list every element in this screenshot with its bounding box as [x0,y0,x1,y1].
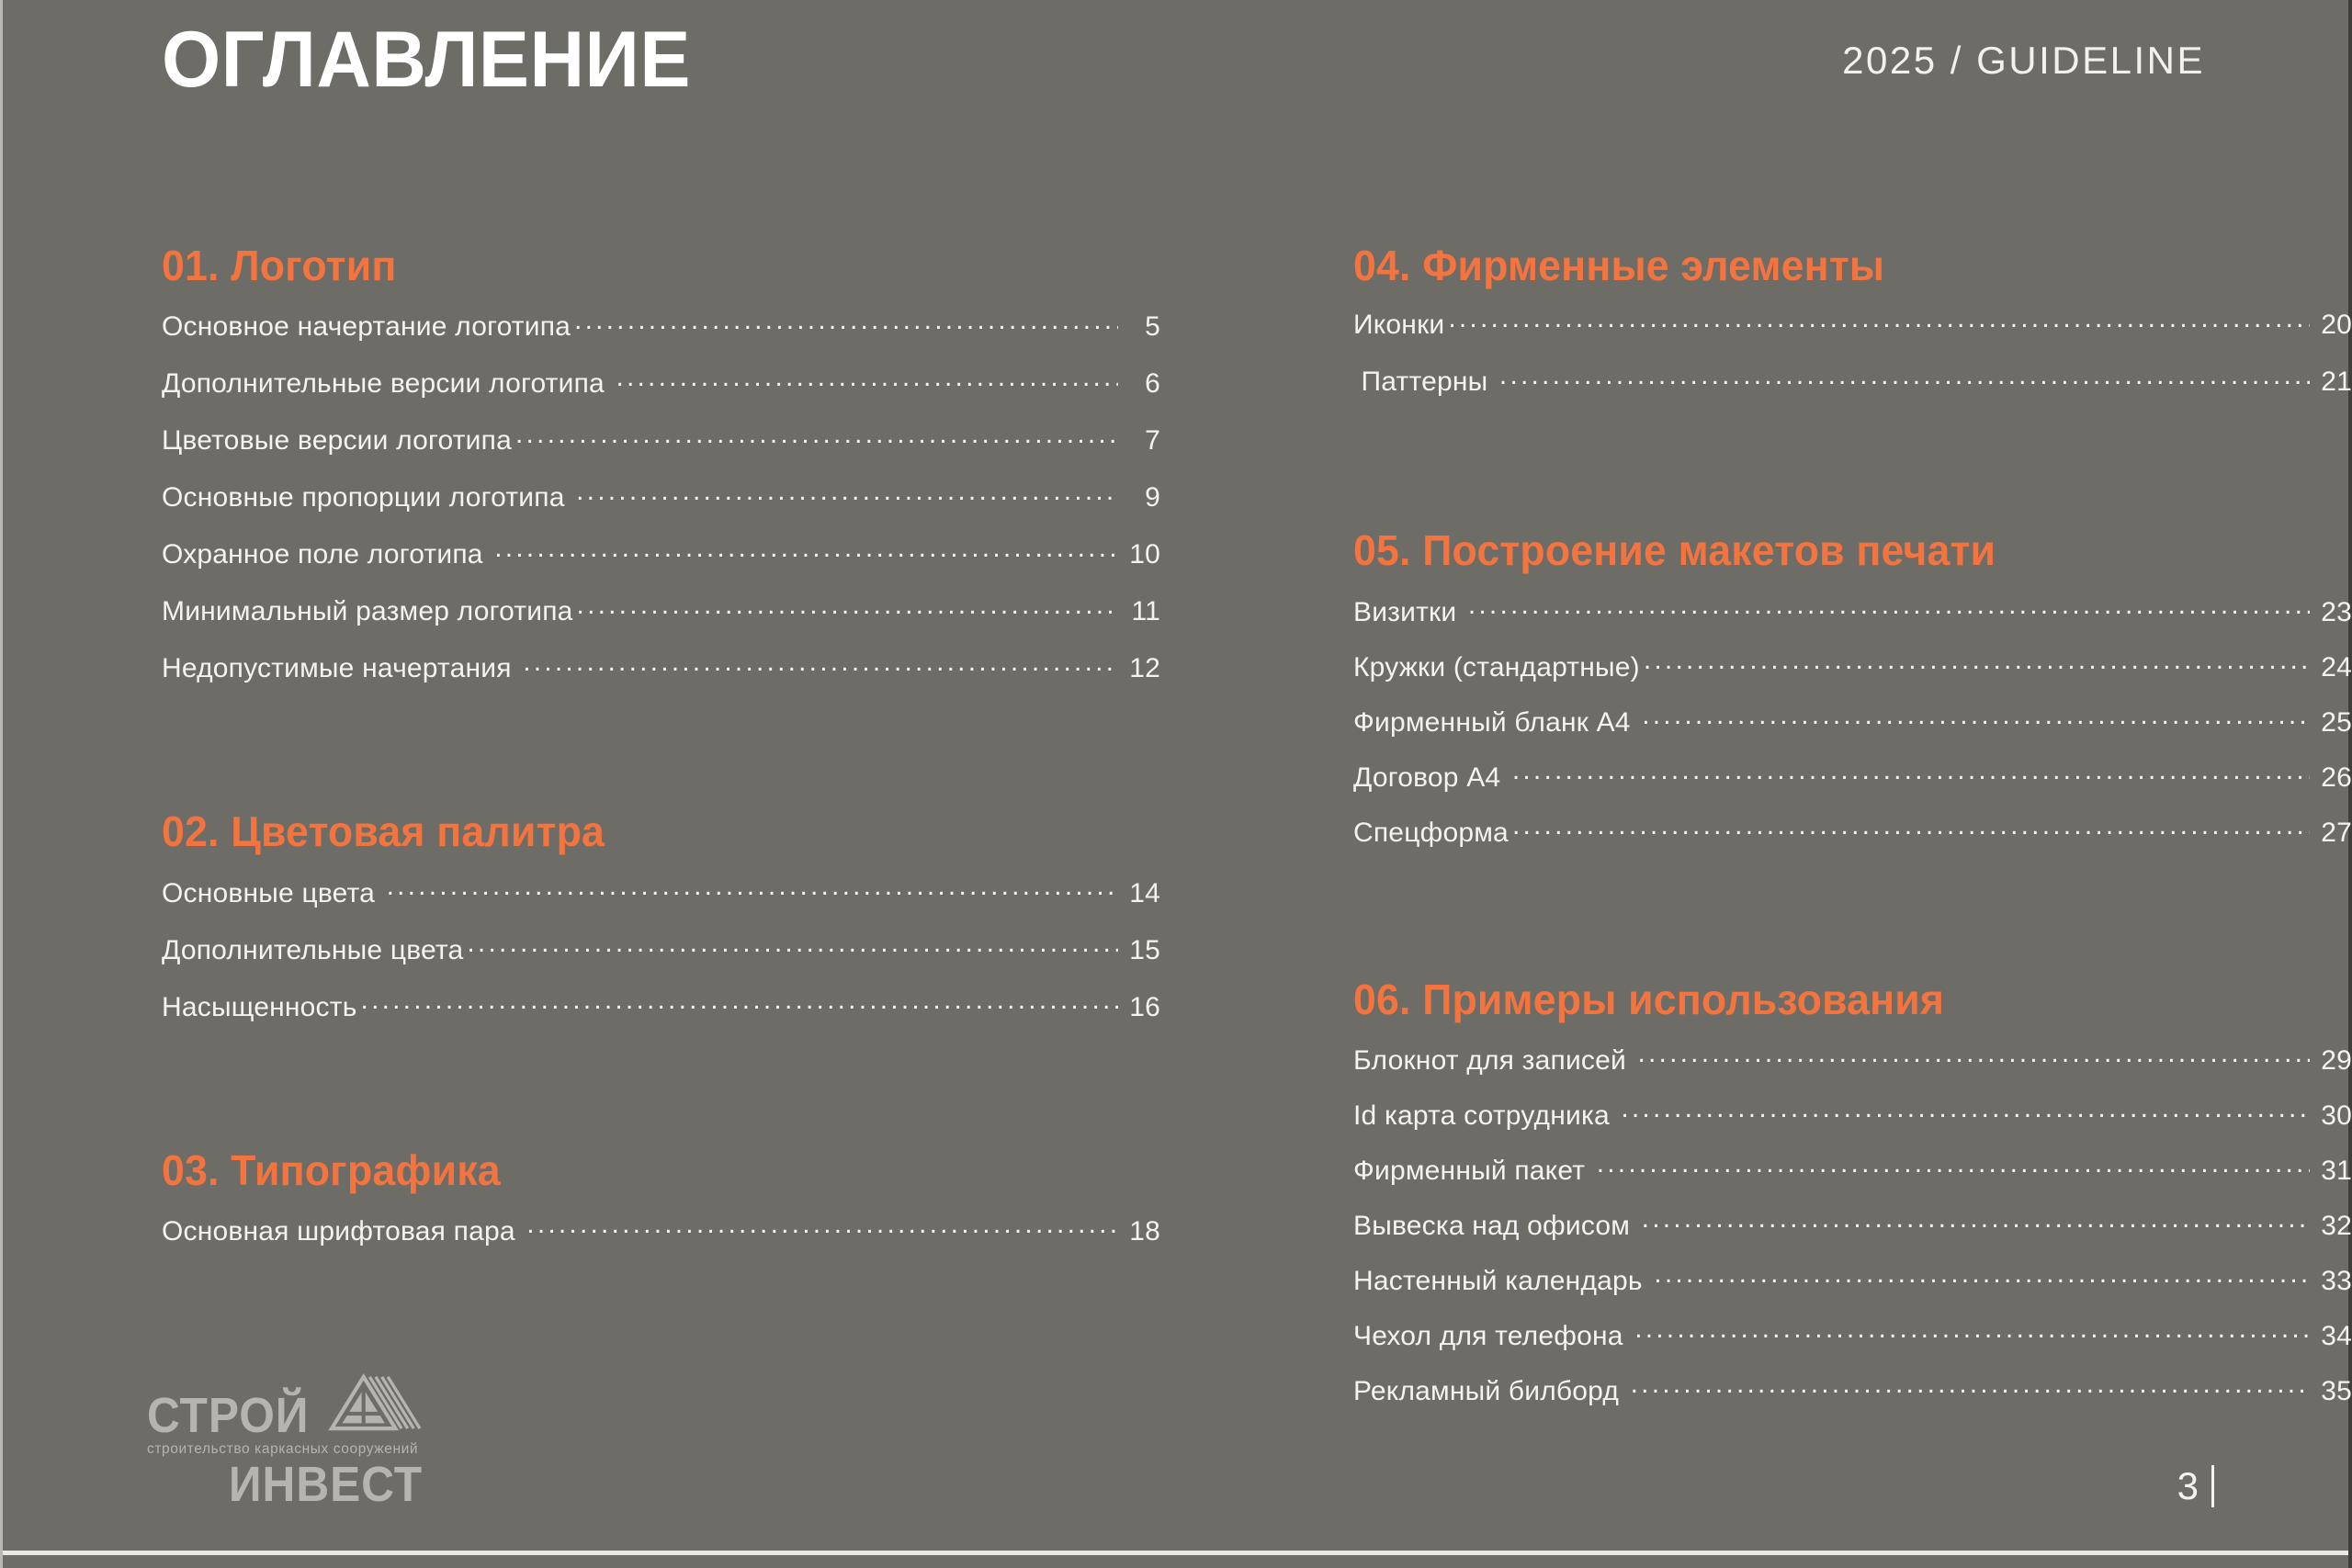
dot-leader [467,931,1118,959]
dot-leader [1512,814,2310,841]
dot-leader [361,988,1118,1016]
logo-word-invest: ИНВЕСТ [228,1457,423,1512]
toc-entry-page: 18 [1129,1215,1160,1247]
toc-entry[interactable] [162,1213,1160,1268]
toc-entry-page: 34 [2321,1320,2352,1351]
toc-entry-page: 15 [1129,934,1160,965]
toc-entry-label: Рекламный билборд [1353,1375,1627,1406]
toc-column-right [1353,243,2352,1427]
dot-leader [616,365,1118,392]
toc-entry[interactable] [162,479,1160,536]
toc-entry-label: Кружки (стандартные) [1353,651,1640,682]
toc-entry-page: 32 [2321,1210,2352,1241]
toc-section-heading[interactable]: 05. Построение макетов печати [1353,526,1996,575]
dot-leader [1637,1042,2310,1069]
dot-leader [1634,1317,2310,1345]
dot-leader [1512,759,2310,786]
footer-rule [3,1551,2348,1555]
toc-section-01 [162,243,1160,706]
toc-entry-page: 7 [1145,425,1160,457]
toc-entry[interactable] [162,931,1160,988]
dot-leader [1468,593,2310,621]
toc-entry-list [1353,1042,2352,1427]
toc-entry[interactable] [1353,1372,2352,1427]
dot-leader [577,592,1118,620]
page-header [0,0,2352,138]
toc-entry[interactable] [162,988,1160,1045]
dot-leader [1631,1372,2310,1400]
toc-section-04 [1353,243,2352,420]
toc-entry[interactable] [1353,1042,2352,1097]
toc-entry-label: Основное начертание логотипа [162,311,571,343]
toc-entry-label: Дополнительные цвета [162,934,464,965]
toc-entry-page: 23 [2321,596,2352,627]
toc-entry[interactable] [162,365,1160,422]
toc-entry-label: Дополнительные версии логотипа [162,368,613,400]
toc-section-heading[interactable]: 03. Типографика [162,1145,501,1194]
toc-entry-label: Вывеска над офисом [1353,1210,1638,1241]
page-number [2177,1465,2214,1507]
toc-entry[interactable] [162,422,1160,479]
toc-entry[interactable] [162,536,1160,592]
toc-entry-page: 9 [1145,482,1160,513]
toc-section-heading[interactable]: 01. Логотип [162,242,397,289]
toc-entry-label: Охранное поле логотипа [162,539,492,570]
toc-column-left [162,243,1160,1427]
dot-leader [1642,1207,2310,1235]
toc-entry-label: Договор А4 [1353,761,1509,793]
toc-entry-label: Фирменный бланк А4 [1353,706,1639,738]
toc-entry-label: Основная шрифтовая пара [162,1215,524,1247]
toc-entry[interactable] [162,308,1160,365]
toc-entry-page: 14 [1129,877,1160,908]
toc-entry-label: Основные цвета [162,877,383,908]
toc-columns [0,243,2352,1427]
toc-entry-list [1353,306,2352,420]
dot-leader [494,536,1118,563]
page-title: ОГЛАВЛЕНИЕ [162,16,691,104]
dot-leader [1644,649,2310,676]
toc-entry[interactable] [1353,759,2352,814]
toc-entry[interactable] [1353,593,2352,649]
toc-section-heading[interactable]: 06. Примеры использования [1353,975,1945,1023]
header-meta: 2025 / GUIDELINE [1842,39,2205,82]
toc-entry-page: 12 [1129,653,1160,684]
toc-entry-page: 11 [1131,596,1160,627]
dot-leader [1642,704,2310,731]
toc-entry-label: Насыщенность [162,991,357,1022]
toc-entry-label: Минимальный размер логотипа [162,596,573,627]
logo-tagline: строительство каркасных сооружений [147,1441,419,1457]
toc-entry-label: Паттерны [1353,367,1496,398]
toc-entry-page: 5 [1145,311,1160,343]
dot-leader [1621,1097,2310,1124]
toc-entry-page: 24 [2321,651,2352,682]
a-frame-house-icon [327,1366,423,1439]
toc-entry-label: Визитки [1353,596,1464,627]
toc-entry-label: Чехол для телефона [1353,1320,1632,1351]
dot-leader [526,1213,1118,1240]
toc-entry-page: 10 [1129,539,1160,570]
dot-leader [387,874,1118,902]
toc-entry-page: 35 [2321,1375,2352,1406]
dot-leader [523,649,1118,677]
toc-entry[interactable] [162,592,1160,649]
toc-entry[interactable] [162,649,1160,706]
toc-entry[interactable] [1353,1262,2352,1317]
toc-entry-label: Настенный календарь [1353,1265,1651,1296]
toc-entry-label: Недопустимые начертания [162,653,520,684]
toc-entry-page: 30 [2321,1100,2352,1131]
logo-top-row [147,1366,423,1444]
toc-entry[interactable] [1353,814,2352,869]
page-number-value: 3 [2177,1464,2199,1507]
dot-leader [515,422,1118,449]
toc-entry-page: 31 [2321,1155,2352,1186]
toc-entry-page: 21 [2321,367,2352,398]
toc-entry-list [1353,593,2352,869]
toc-entry-page: 20 [2321,310,2352,341]
dot-leader [1597,1152,2310,1179]
page-number-bar [2211,1465,2214,1507]
toc-entry-page: 27 [2321,817,2352,848]
toc-entry-label: Основные пропорции логотипа [162,482,573,513]
toc-entry[interactable] [1353,363,2352,420]
dot-leader [1654,1262,2310,1290]
toc-entry[interactable] [1353,1152,2352,1207]
dot-leader [574,308,1118,335]
dot-leader [1448,306,2310,333]
toc-entry-page: 16 [1129,991,1160,1022]
toc-section-heading[interactable]: 02. Цветовая палитра [162,807,605,856]
dot-leader [1499,363,2310,390]
toc-entry[interactable] [1353,649,2352,704]
company-logo [147,1366,423,1513]
toc-section-06 [1353,977,2352,1427]
toc-entry-page: 6 [1145,368,1160,400]
toc-entry[interactable] [1353,1097,2352,1152]
toc-entry[interactable] [1353,704,2352,759]
toc-entry-label: Фирменный пакет [1353,1155,1593,1186]
toc-entry-label: Id карта сотрудника [1353,1100,1618,1131]
toc-section-05 [1353,528,2352,868]
toc-entry-page: 33 [2321,1265,2352,1296]
toc-entry-page: 29 [2321,1044,2352,1076]
toc-entry-label: Блокнот для записей [1353,1044,1634,1076]
toc-entry-label: Цветовые версии логотипа [162,425,512,457]
toc-section-02 [162,809,1160,1044]
toc-entry-page: 25 [2321,706,2352,738]
toc-entry[interactable] [1353,1317,2352,1372]
toc-entry-label: Спецформа [1353,817,1509,848]
toc-entry-list [162,308,1160,706]
logo-word-stroy: СТРОЙ [147,1388,310,1444]
toc-section-heading[interactable]: 04. Фирменные элементы [1353,242,1885,289]
toc-section-03 [162,1145,1160,1268]
toc-entry[interactable] [162,874,1160,931]
dot-leader [576,479,1118,506]
toc-entry[interactable] [1353,306,2352,363]
toc-entry-page: 26 [2321,761,2352,793]
toc-entry-label: Иконки [1353,310,1445,341]
toc-entry-list [162,1213,1160,1268]
toc-entry[interactable] [1353,1207,2352,1262]
toc-entry-list [162,874,1160,1045]
